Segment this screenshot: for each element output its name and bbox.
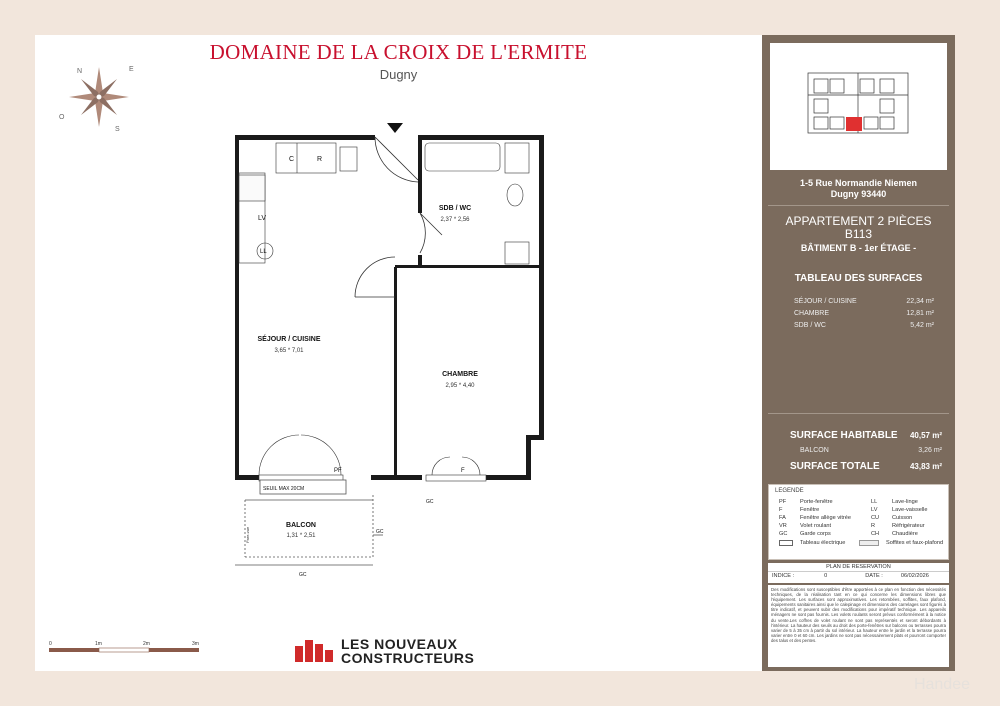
surface-row bbox=[794, 310, 934, 317]
logo-line1: LES NOUVEAUX bbox=[341, 636, 458, 652]
surface-habitable-label: SURFACE HABITABLE bbox=[790, 430, 898, 441]
bathroom-fixtures bbox=[425, 143, 529, 264]
lv-label: LV bbox=[258, 215, 267, 222]
compass-s: S bbox=[115, 126, 120, 133]
compass-e: E bbox=[129, 66, 134, 73]
surface-totale-value: 43,83 m² bbox=[909, 462, 942, 471]
disclaimer-notes: Des modifications sont susceptibles d'être apportées à ce plan en fonction des nécessités techniques, de la réalisation tant en ce qui concerne les dimensions libres que l'équipement. Les surfaces sont approximatives. Les retombées, soffites, faux plafond, équipements sanitaires ainsi que le calepinage et dimensions des carrelages sont figurés à titre indicatif, et peuvent subir des modifications pour impératif technique. Les appareils ménagers ne sont pas fournis. Les volets roulants seront prévus conformément à la notice du vente.Les coffres de volet roulant ne sont pas représentés et seront débordants à l'intérieur. La hauteur des seuils au droit des porte-fenêtres sur balcons ou terrasses pourra varier de 5 à 35 cm à partir du sol intérieur. La hauteur entre le jardin et la terrasse pourra varier entre 0 et 60 cm. Les jardins ne sont pas nécessairement plats et pourront comporter des talus et des pentes. bbox=[768, 585, 949, 667]
surface-value: 5,42 m² bbox=[910, 322, 934, 329]
building-key-plan-icon bbox=[770, 43, 947, 170]
surface-label: SÉJOUR / CUISINE bbox=[794, 298, 857, 305]
compass-n: N bbox=[77, 68, 83, 75]
divider bbox=[768, 413, 949, 414]
room-chambre-name: CHAMBRE bbox=[442, 371, 478, 378]
legend-title: LEGENDE bbox=[775, 488, 804, 494]
legend-item: F Fenêtre bbox=[779, 507, 820, 513]
balcon-surface-label: BALCON bbox=[800, 447, 829, 454]
address-line2: Dugny 93440 bbox=[830, 189, 887, 199]
watermark: Handee bbox=[913, 676, 970, 693]
indice-value: 0 bbox=[824, 573, 828, 579]
fridge-r-label: R bbox=[317, 156, 323, 163]
reservation-box bbox=[768, 563, 949, 583]
doors bbox=[355, 137, 442, 297]
f-label: F bbox=[461, 468, 465, 474]
scale-0: 0 bbox=[49, 641, 52, 647]
room-chambre-dims: 2,95 * 4,40 bbox=[445, 383, 475, 389]
legend-item: CU Cuisson bbox=[871, 515, 913, 521]
logo-icon bbox=[293, 638, 335, 664]
windows bbox=[259, 435, 486, 481]
indice-label: INDICE : bbox=[772, 573, 795, 579]
logo-line2: CONSTRUCTEURS bbox=[341, 650, 475, 666]
building-thumbnail bbox=[770, 43, 947, 170]
gc-label-1: GC bbox=[426, 499, 434, 505]
fridge-c-label: C bbox=[289, 156, 295, 163]
legend-item: R Réfrigérateur bbox=[871, 523, 925, 529]
legend-item: VR Volet roulant bbox=[779, 523, 832, 529]
reservation-row bbox=[768, 572, 949, 580]
surface-table-title: TABLEAU DES SURFACES bbox=[794, 273, 923, 284]
logo bbox=[293, 637, 474, 665]
balcon-surface bbox=[800, 447, 942, 454]
room-sdb-dims: 2,37 * 2,56 bbox=[440, 217, 470, 223]
legend-item: LV Lave-vaisselle bbox=[871, 507, 928, 513]
plan-sheet bbox=[35, 35, 955, 671]
floor-plan bbox=[35, 35, 762, 671]
reservation-title: PLAN DE RESERVATION bbox=[768, 563, 949, 572]
room-balcon-dims: 1,31 * 2,51 bbox=[286, 533, 316, 539]
surface-row bbox=[794, 298, 934, 305]
legend bbox=[768, 484, 949, 560]
divider bbox=[768, 205, 949, 206]
surface-label: CHAMBRE bbox=[794, 310, 830, 317]
building-floor: BÂTIMENT B - 1er ÉTAGE - bbox=[800, 243, 917, 253]
surface-value: 22,34 m² bbox=[906, 298, 934, 305]
room-balcon-name: BALCON bbox=[286, 522, 316, 529]
project-title: DOMAINE DE LA CROIX DE L'ERMITE bbox=[209, 40, 588, 64]
exterior-walls bbox=[235, 135, 544, 480]
surface-totale bbox=[790, 461, 942, 472]
room-sejour-dims: 3,65 * 7,01 bbox=[274, 348, 304, 354]
balcon-surface-value: 3,26 m² bbox=[918, 447, 942, 454]
surface-row bbox=[794, 322, 934, 329]
soffite-icon bbox=[859, 540, 879, 546]
date-label: DATE : bbox=[865, 573, 883, 579]
apartment-info bbox=[762, 215, 955, 241]
legend-item: GC Garde corps bbox=[779, 531, 831, 537]
apartment-id: B113 bbox=[844, 227, 873, 241]
room-sejour-name: SÉJOUR / CUISINE bbox=[257, 336, 321, 343]
legend-item: Soffites et faux-plafond bbox=[859, 540, 943, 546]
pare-vue-label: Pare-vue bbox=[245, 526, 250, 543]
plan-area bbox=[35, 35, 762, 671]
seuil-label: SEUIL MAX 20CM bbox=[263, 486, 305, 492]
scale-2: 2m bbox=[143, 641, 150, 647]
apartment-type: APPARTEMENT 2 PIÈCES bbox=[785, 214, 932, 228]
surface-totale-label: SURFACE TOTALE bbox=[790, 461, 880, 472]
legend-item: Tableau électrique bbox=[779, 540, 845, 546]
legend-item: FA Fenêtre allège vitrée bbox=[779, 515, 851, 521]
interior-walls bbox=[394, 135, 540, 480]
electric-panel-icon bbox=[779, 540, 793, 546]
info-panel bbox=[762, 35, 955, 671]
room-sdb-name: SDB / WC bbox=[438, 205, 472, 212]
scale-3: 3m bbox=[192, 641, 199, 647]
legend-item: PF Porte-fenêtre bbox=[779, 499, 833, 505]
surface-label: SDB / WC bbox=[794, 322, 826, 329]
ll-label: LL bbox=[260, 249, 267, 255]
pf-label: PF bbox=[334, 468, 342, 474]
address bbox=[762, 178, 955, 200]
surface-value: 12,81 m² bbox=[906, 310, 934, 317]
date-value: 06/02/2026 bbox=[900, 573, 929, 579]
scale-bar bbox=[49, 641, 199, 652]
kitchen bbox=[239, 143, 357, 263]
legend-item: CH Chaudière bbox=[871, 531, 918, 537]
gc-label-3: GC bbox=[299, 572, 307, 578]
address-line1: 1-5 Rue Normandie Niemen bbox=[799, 178, 918, 188]
scale-1: 1m bbox=[95, 641, 102, 647]
legend-item: LL Lave-linge bbox=[871, 499, 918, 505]
surface-habitable-value: 40,57 m² bbox=[909, 431, 942, 440]
project-city: Dugny bbox=[379, 67, 418, 82]
entrance-arrow-icon bbox=[387, 123, 403, 133]
gc-label-2: GC bbox=[376, 529, 384, 535]
surface-habitable bbox=[790, 430, 942, 441]
compass-icon bbox=[59, 66, 134, 133]
compass-o: O bbox=[59, 114, 65, 121]
